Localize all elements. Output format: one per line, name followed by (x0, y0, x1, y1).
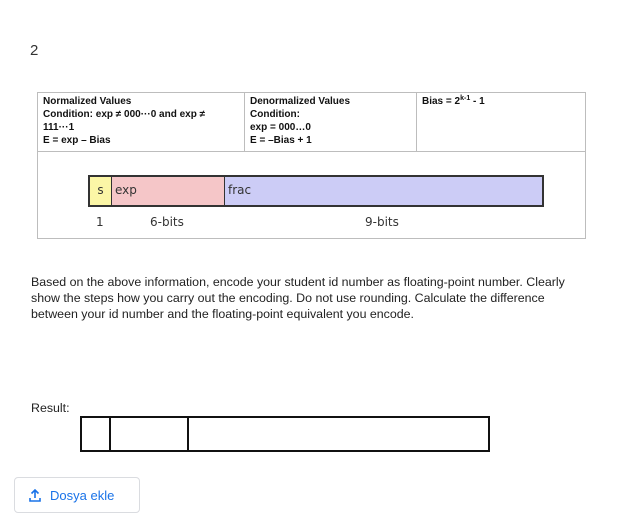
normalized-cell (38, 93, 245, 151)
sign-bits-label: 1 (96, 215, 104, 229)
normalized-title: Normalized Values (43, 96, 132, 107)
sign-field: s (90, 177, 112, 205)
result-label: Result: (31, 401, 70, 415)
denormalized-title: Denormalized Values (250, 96, 351, 107)
frac-field: frac (225, 177, 542, 205)
bias-suffix: - 1 (470, 96, 485, 107)
bias-prefix: Bias = 2 (422, 96, 461, 107)
upload-icon (29, 489, 41, 502)
result-box (80, 416, 490, 452)
bias-exponent: k-1 (460, 95, 471, 102)
frac-bits-label: 9-bits (365, 215, 399, 229)
exp-bits-label: 6-bits (150, 215, 184, 229)
result-sign-divider (109, 418, 111, 450)
upload-button-label: Dosya ekle (50, 487, 115, 503)
normalized-condition: Condition: exp ≠ 000···0 and exp ≠ (43, 109, 206, 120)
question-text: Based on the above information, encode your student id number as floating-point number. Clearly show the steps how you carry out the encoding. Do not use rounding. Calculate the difference between your id number and the floating-point equivalent you encode. (31, 275, 565, 321)
denormalized-formula: E = –Bias + 1 (250, 135, 312, 146)
bit-layout (88, 175, 544, 207)
result-exp-divider (187, 418, 189, 450)
denormalized-cell (245, 93, 417, 151)
bias-cell (417, 93, 585, 151)
exp-field: exp (112, 177, 225, 205)
normalized-formula: E = exp – Bias (43, 135, 111, 146)
denormalized-condition: Condition: (250, 109, 300, 120)
denormalized-exp: exp = 000…0 (250, 122, 311, 133)
bias-formula (422, 95, 580, 108)
info-table (38, 93, 585, 152)
info-figure (37, 92, 586, 239)
upload-file-button[interactable] (14, 477, 140, 513)
normalized-condition-cont: 111···1 (43, 122, 75, 133)
question-number: 2 (30, 42, 39, 59)
